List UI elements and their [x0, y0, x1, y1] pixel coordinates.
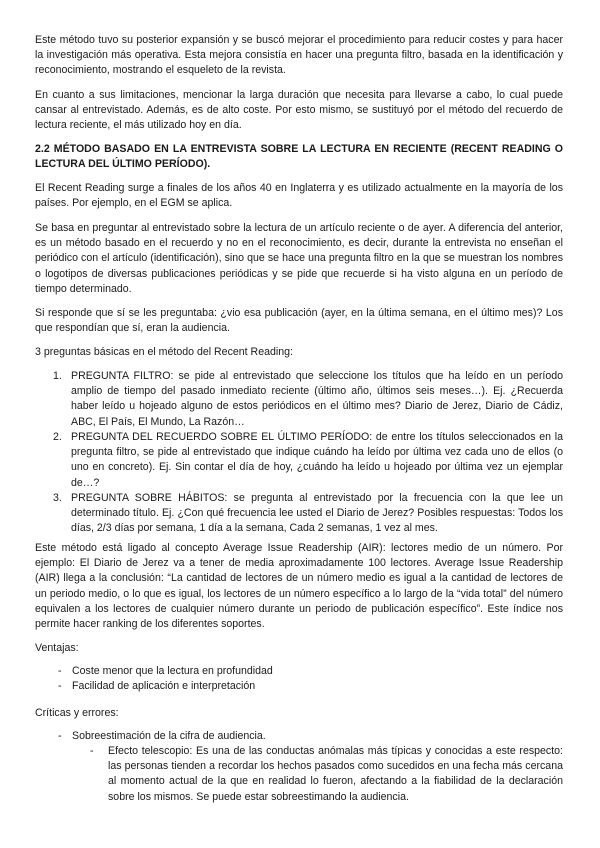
list-item	[58, 729, 563, 744]
list-number: 1.	[53, 370, 62, 382]
paragraph-air: Este método está ligado al concepto Average Issue Readership (AIR): lectores medio de un número. Por ejemplo: El Diario de Jerez va a tener de media aproximadamente 100 lectores. Average Issue Readership (AIR) llega a la conclusión: “La cantidad de lectores de un número medio es igual a la cantidad de lectores de un periodo medio, o lo que es igual, los lectores de un número específico a lo largo de la “vida total” del número equivalen a los lectores de cualquier número durante un periodo de publicación específico”. Este índice nos permite hacer ranking de los diferentes soportes.	[35, 542, 563, 631]
paragraph-three-questions-intro: 3 preguntas básicas en el método del Recent Reading:	[35, 346, 293, 358]
list-item	[58, 679, 563, 694]
list-item	[58, 664, 563, 679]
heading-ventajas: Ventajas:	[35, 642, 79, 654]
list-item-text: PREGUNTA FILTRO: se pide al entrevistado que seleccione los títulos que ha leído en un período amplio de tiempo del pasado inmediato reciente (último año, últimos seis meses…). Ej. ¿Recuerda haber leído u hojeado alguno de estos periódicos en el último mes? Diario de Jerez, Diario de Cádiz, ABC, El País, El Mundo, La Razón…	[71, 370, 563, 428]
paragraph-recent-reading-basis: Se basa en preguntar al entrevistado sobre la lectura de un artículo reciente o de ayer. A diferencia del anterior, es un método basado en el recuerdo y no en el reconocimiento, es decir, durante la entrevista no enseñan el periódico con el artículo (identificación), sino que se hace una pregunta filtro en la que se muestran los nombres o logotipos de diversas publicaciones periódicas y se pide que recuerde si ha visto alguna en un período de tiempo determinado.	[35, 222, 563, 295]
list-number: 2.	[53, 431, 62, 443]
paragraph-expansion: Este método tuvo su posterior expansión y se buscó mejorar el procedimiento para reducir costes y para hacer la investigación más operativa. Esta mejora consistía en hacer una pregunta filtro, basada en la identificación y reconocimiento, mostrando el esqueleto de la revista.	[35, 34, 563, 77]
list-item-text: Facilidad de aplicación e interpretación	[72, 680, 256, 693]
list-number: 3.	[53, 492, 62, 504]
paragraph-filter-answer: Si responde que sí se les preguntaba: ¿vio esa publicación (ayer, en la última semana, en el último mes)? Los que respondían que sí, eran la audiencia.	[35, 307, 563, 335]
list-item-text: Sobreestimación de la cifra de audiencia.	[72, 730, 266, 742]
list-item	[53, 430, 563, 491]
paragraph-recent-reading-origin: El Recent Reading surge a finales de los años 40 en Inglaterra y es utilizado actualmente en la mayoría de los países. Por ejemplo, en el EGM se aplica.	[35, 182, 563, 210]
list-item-text: Coste menor que la lectura en profundidad	[72, 665, 273, 677]
list-item	[53, 491, 563, 537]
ventajas-list	[58, 664, 563, 694]
list-item-text: PREGUNTA SOBRE HÁBITOS: se pregunta al entrevistado por la frecuencia con la que lee un determinado título. Ej. ¿Con qué frecuencia lee usted el Diario de Jerez? Posibles respuestas: Todos los días, 2/3 días por semana, 1 día a la semana, Cada 2 semanas, 1 vez al mes.	[71, 492, 563, 535]
criticas-sublist	[90, 744, 563, 805]
list-dash: -	[58, 730, 62, 742]
section-heading: 2.2 MÉTODO BASADO EN LA ENTREVISTA SOBRE LA LECTURA EN RECIENTE (RECENT READING O LECTURA DEL ÚLTIMO PERÍODO).	[35, 143, 563, 171]
criticas-list	[58, 729, 563, 744]
list-dash: -	[58, 665, 62, 677]
list-item-text: Efecto telescopio: Es una de las conductas anómalas más típicas y conocidas a este respecto: las personas tienden a recordar los hechos pasados como sucedidos en una fecha más cercana al momento actual de la que en realidad lo fueron, afectando a la fiabilidad de la declaración sobre los mismos. Se puede estar sobreestimando la audiencia.	[108, 745, 563, 803]
list-item	[53, 369, 563, 430]
list-dash: -	[58, 680, 62, 693]
heading-criticas: Críticas y errores:	[35, 707, 119, 719]
list-item-text: PREGUNTA DEL RECUERDO SOBRE EL ÚLTIMO PERÍODO: de entre los títulos seleccionados en la pregunta filtro, se pide al entrevistado que indique cuándo ha leído por última vez cada uno de ellos (o uno en concreto). Ej. Sin contar el día de hoy, ¿cuándo ha leído u hojeado por última vez un ejemplar de…?	[71, 431, 563, 489]
list-item	[90, 744, 563, 805]
paragraph-limitations: En cuanto a sus limitaciones, mencionar la larga duración que necesita para llevarse a cabo, lo cual puede cansar al entrevistado. Además, es de alto coste. Por esto mismo, se sustituyó por el método del recuerdo de lectura reciente, el más utilizado hoy en día.	[35, 89, 563, 132]
list-dash: -	[90, 745, 94, 757]
questions-list	[53, 369, 563, 537]
